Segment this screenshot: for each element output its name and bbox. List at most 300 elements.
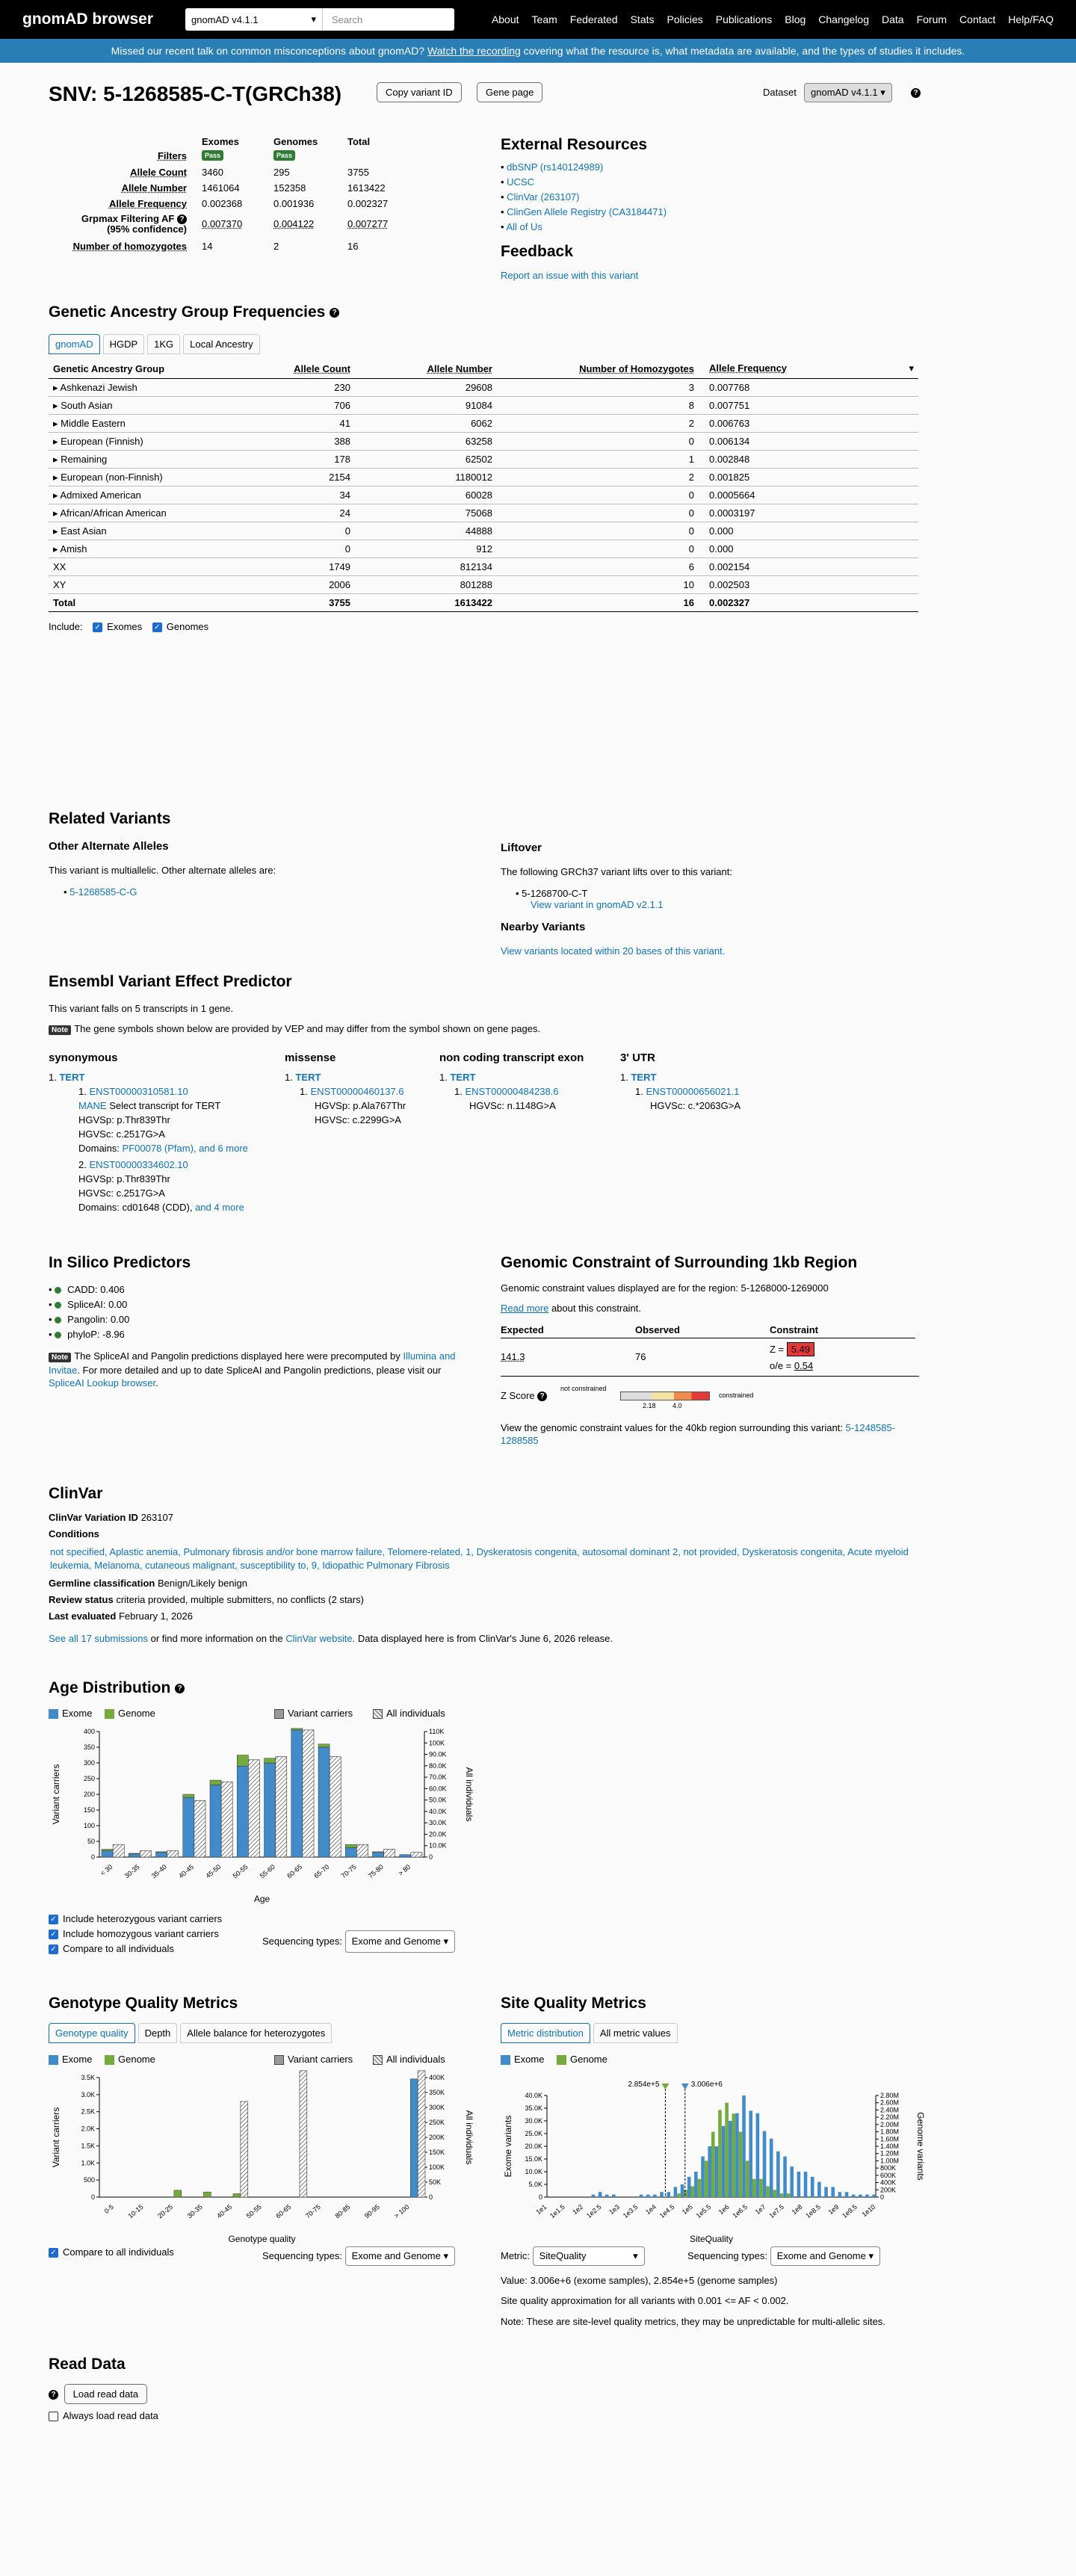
tab-all-metric-values[interactable]: All metric values xyxy=(593,2023,678,2043)
table-row[interactable] xyxy=(49,379,918,397)
condition-link[interactable]: Dyskeratosis congenita xyxy=(742,1546,843,1557)
x-tick-label: 70-75 xyxy=(339,1862,358,1880)
zscore-tick: 4.0 xyxy=(672,1402,682,1409)
germline-label: Germline classification xyxy=(49,1578,155,1589)
always-load-option[interactable] xyxy=(49,2410,497,2421)
legend-swatch xyxy=(373,1709,383,1719)
exome-bar xyxy=(770,2139,773,2197)
vep-gene-link[interactable]: TERT xyxy=(450,1072,476,1083)
y2-axis-label: All individuals xyxy=(464,1767,474,1822)
nav-federated[interactable]: Federated xyxy=(569,13,618,25)
cell-text: 706 xyxy=(334,400,350,411)
cell-text: Ashkenazi Jewish xyxy=(60,381,137,393)
value-cell xyxy=(699,576,918,594)
x-tick-label: 65-70 xyxy=(312,1862,331,1880)
transcript-link[interactable]: ENST00000484238.6 xyxy=(465,1086,559,1097)
x-tick-label: 1e2 xyxy=(571,2202,585,2217)
transcript-link[interactable]: ENST00000656021.1 xyxy=(646,1086,740,1097)
genome-bar xyxy=(203,2192,211,2197)
vep-tx-line: 2. ENST00000334602.10 xyxy=(78,1159,188,1170)
seq-types-dropdown[interactable]: Exome and Genome ▾ xyxy=(345,1930,455,1953)
header-group[interactable]: Genetic Ancestry Group xyxy=(49,359,273,379)
legend-label: Exome xyxy=(62,2054,93,2065)
genome-bar xyxy=(291,1729,303,1730)
x-tick-label: > 100 xyxy=(392,2202,411,2220)
y2-tick-label: 20.0K xyxy=(429,1830,447,1838)
y2-tick-label: 350K xyxy=(429,2089,445,2096)
exome-bar xyxy=(749,2110,752,2197)
table-row[interactable] xyxy=(49,415,918,433)
checkbox-checked-icon[interactable]: ✓ xyxy=(49,2248,58,2258)
all-individuals-bar xyxy=(300,2071,307,2197)
y-axis-label: Exome variants xyxy=(503,2115,513,2178)
cell-text: 34 xyxy=(339,489,350,501)
allele-count-genome: 295 xyxy=(273,167,290,178)
x-tick-label: 1e8.5 xyxy=(804,2202,822,2220)
cell-text: 0 xyxy=(688,525,694,537)
table-row xyxy=(49,576,918,594)
table-row[interactable] xyxy=(49,397,918,415)
constraint-region-link[interactable]: 5-1248585-1288585 xyxy=(501,1422,896,1446)
x-tick-label: 10-15 xyxy=(126,2202,145,2220)
hgvsc: HGVSc: c.*2063G>A xyxy=(650,1100,741,1111)
hgvsc: HGVSc: n.1148G>A xyxy=(469,1100,556,1111)
check-label: Compare to all individuals xyxy=(63,2246,174,2258)
external-links xyxy=(501,161,949,232)
checkbox-checked-icon[interactable]: ✓ xyxy=(49,1930,58,1939)
transcript-link[interactable]: ENST00000334602.10 xyxy=(89,1159,188,1170)
constraint-view-label: View the genomic constraint values for the 40kb region surrounding this variant: xyxy=(501,1422,843,1433)
value-cell xyxy=(497,415,699,433)
condition-link[interactable]: not provided xyxy=(683,1546,737,1557)
gq-check-compare[interactable] xyxy=(49,2246,174,2258)
exome-bar xyxy=(653,2195,657,2197)
exome-marker-label: 3.006e+6 xyxy=(690,2081,723,2089)
cell-text: 0 xyxy=(344,543,350,555)
expand-icon[interactable]: ▸ xyxy=(53,381,61,393)
include-genomes[interactable] xyxy=(152,621,208,632)
exome-bar xyxy=(852,2195,856,2197)
value-cell xyxy=(273,594,355,612)
value-cell xyxy=(273,558,355,576)
value-cell xyxy=(699,504,918,522)
x-tick-label: 20-25 xyxy=(156,2202,175,2220)
vep-col-title: non coding transcript exon xyxy=(439,1051,584,1064)
vep-gene-link[interactable]: TERT xyxy=(59,1072,85,1083)
x-tick-label: 1e4 xyxy=(644,2202,658,2217)
logo[interactable]: gnomAD browser xyxy=(22,10,154,28)
expand-icon[interactable]: ▸ xyxy=(53,471,61,483)
vep-gene-list xyxy=(49,1070,273,1214)
vep-gene-link[interactable]: TERT xyxy=(631,1072,657,1083)
col-total: Total xyxy=(347,136,371,147)
value-cell xyxy=(355,540,497,558)
clingen-link[interactable]: ClinGen Allele Registry (CA3184471) xyxy=(507,206,667,217)
seq-types-dropdown[interactable]: Exome and Genome ▾ xyxy=(345,2246,455,2266)
genome-bar xyxy=(210,1780,221,1785)
oe-row xyxy=(770,1360,813,1371)
sq-options xyxy=(501,2246,949,2269)
seq-types-value: Exome and Genome xyxy=(351,1936,441,1947)
help-icon[interactable]: ? xyxy=(49,2390,58,2400)
exome-bar xyxy=(701,2157,705,2197)
legend-label: Exome xyxy=(62,1708,93,1719)
germline-row xyxy=(49,1577,918,1590)
y2-tick-label: 1.80M xyxy=(880,2128,900,2136)
y-tick-label: 3.0K xyxy=(81,2090,95,2098)
exome-bar xyxy=(102,1851,113,1857)
vep-transcript xyxy=(620,1084,800,1113)
genome-bar xyxy=(318,1744,330,1747)
grpmax-exome[interactable]: 0.007370 xyxy=(202,218,243,229)
expand-icon[interactable]: ▸ xyxy=(53,399,61,411)
dbsnp-link[interactable]: dbSNP (rs140124989) xyxy=(507,161,604,173)
value-cell xyxy=(497,379,699,397)
metric-value: SiteQuality xyxy=(539,2250,587,2261)
mane-link[interactable]: MANE xyxy=(78,1100,107,1111)
nav-about[interactable]: About xyxy=(491,13,519,25)
group-cell xyxy=(49,504,273,522)
y2-tick-label: 1.60M xyxy=(880,2135,900,2143)
domains-more-link[interactable]: , and 6 more xyxy=(193,1143,248,1154)
y2-tick-label: 110K xyxy=(429,1728,445,1735)
condition-link[interactable]: Melanoma, cutaneous malignant, susceptibility to, 9 xyxy=(94,1560,317,1571)
allele-number-genome: 152358 xyxy=(273,182,306,194)
hgvsc: HGVSc: c.2299G>A xyxy=(315,1114,401,1125)
sq-value-text: Value: 3.006e+6 (exome samples), 2.854e+5 (genome samples) xyxy=(501,2275,778,2286)
y2-tick-label: 30.0K xyxy=(429,1819,447,1827)
liftover-link[interactable]: View variant in gnomAD v2.1.1 xyxy=(531,899,664,910)
clinvar-website-link[interactable]: ClinVar website xyxy=(285,1633,353,1644)
search-input[interactable]: Search xyxy=(332,13,363,25)
genome-marker-label: 2.854e+5 xyxy=(628,2081,660,2089)
checkbox-icon[interactable] xyxy=(49,2412,58,2421)
expand-icon[interactable]: ▸ xyxy=(53,543,61,555)
gene-page-button[interactable]: Gene page xyxy=(477,82,542,102)
conditions-label: Conditions xyxy=(49,1528,99,1539)
value-cell xyxy=(497,397,699,415)
legend-swatch xyxy=(105,1709,114,1719)
genome-bar xyxy=(174,2190,182,2197)
table-row[interactable] xyxy=(49,504,918,522)
exome-bar xyxy=(729,2121,732,2197)
nav-stats[interactable]: Stats xyxy=(630,13,655,25)
seq-types-label: Sequencing types: xyxy=(687,2250,767,2261)
check-label: Include heterozygous variant carriers xyxy=(63,1913,223,1924)
header-allele-frequency[interactable] xyxy=(699,359,918,379)
tab-genotype-quality[interactable]: Genotype quality xyxy=(49,2023,135,2043)
tab-depth[interactable]: Depth xyxy=(138,2023,178,2043)
legend-swatch xyxy=(105,2055,114,2065)
condition-link[interactable]: Dyskeratosis congenita, autosomal dominant 2 xyxy=(476,1546,678,1557)
condition-link[interactable]: not specified xyxy=(50,1546,105,1557)
exome-bar xyxy=(687,2177,691,2197)
y-tick-label: 2.0K xyxy=(81,2125,95,2133)
tab-metric-distribution[interactable]: Metric distribution xyxy=(501,2023,590,2043)
vep-text: This variant falls on 5 transcripts in 1 gene. xyxy=(49,1003,234,1014)
dataset-select[interactable] xyxy=(185,8,323,31)
all-of-us-link[interactable]: All of Us xyxy=(506,221,542,232)
x-tick-label: 75-80 xyxy=(366,1862,385,1880)
y2-tick-label: 200K xyxy=(429,2134,445,2141)
checkbox-checked-icon[interactable]: ✓ xyxy=(152,623,162,632)
value-cell xyxy=(273,469,355,487)
hgvsp: HGVSp: p.Thr839Thr xyxy=(78,1173,170,1184)
transcript-link[interactable]: ENST00000460137.6 xyxy=(310,1086,404,1097)
y-axis-label: Variant carriers xyxy=(51,1764,61,1825)
exome-bar xyxy=(183,1797,194,1857)
value-cell xyxy=(699,540,918,558)
value-cell xyxy=(497,451,699,469)
x-tick-label: 55-60 xyxy=(258,1862,276,1880)
tab-gnomad[interactable]: gnomAD xyxy=(49,334,100,354)
condition-link[interactable]: Acute myeloid leukemia xyxy=(50,1546,909,1571)
domains xyxy=(78,1141,273,1155)
genome-bar xyxy=(237,1755,248,1767)
genome-bar xyxy=(787,2193,791,2197)
value-cell xyxy=(355,504,497,522)
banner-link[interactable]: Watch the recording xyxy=(427,45,521,57)
nav-team[interactable]: Team xyxy=(531,13,557,25)
value-cell xyxy=(699,522,918,540)
ucsc-link[interactable]: UCSC xyxy=(507,176,535,188)
age-options xyxy=(49,1912,497,1956)
cell-text: 3 xyxy=(688,382,694,393)
report-issue-link[interactable]: Report an issue with this variant xyxy=(501,270,639,281)
tab-local-ancestry[interactable]: Local Ancestry xyxy=(183,334,260,354)
clinvar-link[interactable]: ClinVar (263107) xyxy=(507,191,580,203)
domains-more-link[interactable]: and 4 more xyxy=(195,1202,244,1213)
cell-text: 0.000 xyxy=(709,525,734,537)
nearby-link[interactable]: View variants located within 20 bases of this variant. xyxy=(501,945,726,957)
condition-link[interactable]: Aplastic anemia xyxy=(109,1546,179,1557)
y2-tick-label: 0 xyxy=(429,1853,433,1861)
nav-help[interactable]: Help/FAQ xyxy=(1008,13,1054,25)
cell-text: Total xyxy=(53,597,76,608)
age-check-het[interactable] xyxy=(49,1912,497,1927)
domains-label: Domains: cd01648 (CDD), xyxy=(78,1202,193,1213)
header-allele-number[interactable]: Allele Number xyxy=(355,359,497,379)
y2-tick-label: 40.0K xyxy=(429,1807,447,1815)
grpmax-total[interactable]: 0.007277 xyxy=(347,218,389,229)
status-dot-icon xyxy=(55,1287,61,1294)
insilico-section xyxy=(49,1254,467,1389)
y2-tick-label: 50.0K xyxy=(429,1796,447,1804)
illumina-link[interactable]: Illumina and Invitae xyxy=(49,1350,456,1376)
condition-link[interactable]: Idiopathic Pulmonary Fibrosis xyxy=(322,1560,450,1571)
cell-text: European (Finnish) xyxy=(61,435,143,447)
legend-genome xyxy=(105,2054,155,2065)
predictor-item: • Pangolin: 0.00 xyxy=(49,1314,130,1325)
checkbox-checked-icon[interactable]: ✓ xyxy=(93,623,102,632)
group-cell xyxy=(49,558,273,576)
group-cell xyxy=(49,522,273,540)
expand-icon[interactable]: ▸ xyxy=(53,525,61,537)
cell-text: 0.002327 xyxy=(709,597,750,608)
related-title: Related Variants xyxy=(49,810,171,827)
ancestry-title xyxy=(49,303,918,321)
genome-bar xyxy=(752,2179,756,2197)
sq-tabs xyxy=(501,2023,949,2043)
nav-contact[interactable]: Contact xyxy=(959,13,996,25)
exome-bar xyxy=(824,2187,828,2197)
evaluated-value: February 1, 2026 xyxy=(118,1610,193,1622)
legend-label: Exome xyxy=(514,2054,545,2065)
cell-text: 63258 xyxy=(465,436,492,447)
expand-icon[interactable]: ▸ xyxy=(53,489,61,501)
tab-1kg[interactable]: 1KG xyxy=(147,334,180,354)
grpmax-genome[interactable]: 0.004122 xyxy=(273,218,315,229)
cell-text: 388 xyxy=(334,436,350,447)
nav-changelog[interactable]: Changelog xyxy=(818,13,870,25)
value-cell xyxy=(273,504,355,522)
include-exomes[interactable] xyxy=(93,621,142,632)
cell-text: 0 xyxy=(688,436,694,447)
insilico-note-end: . xyxy=(155,1377,158,1389)
predictor-item: • SpliceAI: 0.00 xyxy=(49,1299,128,1310)
exome-bar xyxy=(345,1847,356,1857)
header-allele-frequency-text: Allele Frequency xyxy=(709,362,788,374)
header-homozygotes[interactable]: Number of Homozygotes xyxy=(497,359,699,379)
nav-publications[interactable]: Publications xyxy=(715,13,773,25)
seq-types-value: Exome and Genome xyxy=(351,2250,441,2261)
value-cell xyxy=(699,433,918,451)
legend-carriers xyxy=(274,1708,353,1719)
table-row[interactable] xyxy=(49,487,918,504)
help-icon[interactable]: ? xyxy=(330,308,339,318)
condition-link[interactable]: Pulmonary fibrosis and/or bone marrow failure, Telomere-related, 1 xyxy=(183,1546,471,1557)
vep-col-title: missense xyxy=(285,1051,336,1064)
z-value: 5.49 xyxy=(787,1342,814,1356)
y2-tick-label: 1.00M xyxy=(880,2157,900,2165)
caret-down-icon: ▾ xyxy=(311,13,316,25)
nav-data[interactable]: Data xyxy=(882,13,904,25)
cell-text: Amish xyxy=(60,543,87,555)
table-row[interactable] xyxy=(49,540,918,558)
help-icon[interactable]: ? xyxy=(911,88,921,98)
include-row xyxy=(49,621,918,632)
y-tick-label: 200 xyxy=(83,1791,95,1798)
header-expected: Expected xyxy=(501,1324,635,1338)
metric-dropdown[interactable] xyxy=(533,2246,645,2266)
genome-bar xyxy=(233,2193,241,2197)
read-more-text: about this constraint. xyxy=(551,1303,641,1314)
table-row[interactable] xyxy=(49,522,918,540)
checkbox-checked-icon[interactable]: ✓ xyxy=(49,1945,58,1954)
read-more-row xyxy=(501,1303,919,1314)
vep-gene-item: 1. TERT xyxy=(49,1072,85,1083)
load-read-data-button[interactable]: Load read data xyxy=(64,2384,147,2404)
genome-bar xyxy=(677,2193,681,2197)
age-section xyxy=(49,1679,497,1956)
cell-text: 2154 xyxy=(329,472,350,483)
exome-bar xyxy=(838,2192,842,2197)
help-icon[interactable]: ? xyxy=(175,1684,185,1693)
table-row[interactable] xyxy=(49,469,918,487)
vep-tx-line: 1. ENST00000310581.10 xyxy=(78,1086,188,1097)
exome-bar xyxy=(756,2113,760,2197)
vep-gene-link[interactable]: TERT xyxy=(295,1072,321,1083)
cell-text: 0 xyxy=(688,507,694,519)
y2-tick-label: 1.40M xyxy=(880,2143,900,2150)
constraint-section xyxy=(501,1254,919,1447)
nav-blog[interactable]: Blog xyxy=(785,13,806,25)
legend-swatch xyxy=(49,1709,58,1719)
exome-bar xyxy=(811,2177,814,2197)
x-tick-label: 1e8 xyxy=(790,2202,804,2217)
x-tick-label: 40-45 xyxy=(177,1862,196,1880)
table-row[interactable] xyxy=(49,433,918,451)
exome-bar xyxy=(605,2195,609,2197)
spliceai-lookup-link[interactable]: SpliceAI Lookup browser xyxy=(49,1377,156,1389)
expand-icon[interactable]: ▸ xyxy=(53,507,61,519)
exome-bar xyxy=(129,1854,140,1857)
other-allele-link[interactable]: 5-1268585-C-G xyxy=(69,886,137,898)
exome-bar xyxy=(694,2172,698,2197)
legend-exome xyxy=(49,2054,92,2065)
table-row[interactable] xyxy=(49,451,918,469)
clinvar-section xyxy=(49,1487,918,1646)
expand-icon[interactable]: ▸ xyxy=(53,417,61,429)
zscore-label-text: Z Score xyxy=(501,1390,535,1401)
help-icon[interactable]: ? xyxy=(537,1392,547,1401)
tab-allele-balance[interactable]: Allele balance for heterozygotes xyxy=(180,2023,332,2043)
expand-icon[interactable]: ▸ xyxy=(53,435,61,447)
genome-bar xyxy=(129,1853,140,1854)
dataset-select-value: gnomAD v4.1.1 xyxy=(191,13,259,25)
tab-hgdp[interactable]: HGDP xyxy=(103,334,145,354)
cell-text: 91084 xyxy=(465,400,492,411)
expand-icon[interactable]: ▸ xyxy=(53,453,61,465)
value-cell xyxy=(699,469,918,487)
x-tick-label: 1e5.5 xyxy=(694,2202,713,2220)
checkbox-checked-icon[interactable]: ✓ xyxy=(49,1915,58,1924)
transcript-link[interactable]: ENST00000310581.10 xyxy=(89,1086,188,1097)
cell-text: 60028 xyxy=(465,489,492,501)
nav-policies[interactable]: Policies xyxy=(667,13,703,25)
predictor-list xyxy=(49,1282,467,1342)
y2-tick-label: 0 xyxy=(880,2193,885,2201)
see-all-submissions-link[interactable]: See all 17 submissions xyxy=(49,1633,148,1644)
z-value-row xyxy=(770,1344,814,1355)
all-individuals-bar xyxy=(276,1757,287,1857)
page-title: SNV: 5-1268585-C-T(GRCh38) xyxy=(49,82,342,105)
vep-transcript xyxy=(285,1084,434,1127)
allele-number-label: Allele Number xyxy=(121,182,187,194)
conditions-row xyxy=(49,1528,918,1541)
legend-swatch xyxy=(274,1709,284,1719)
predictor-item: • CADD: 0.406 xyxy=(49,1284,125,1295)
copy-variant-id-button[interactable]: Copy variant ID xyxy=(377,82,462,102)
clinvar-id: 263107 xyxy=(140,1512,173,1523)
help-icon[interactable]: ? xyxy=(177,214,187,224)
value-cell xyxy=(355,558,497,576)
domain-link[interactable]: PF00078 (Pfam) xyxy=(122,1143,194,1154)
x-tick-label: 40-45 xyxy=(215,2202,234,2220)
header-allele-count[interactable]: Allele Count xyxy=(273,359,355,379)
dataset-dropdown[interactable]: gnomAD v4.1.1 ▾ xyxy=(804,83,892,102)
domains xyxy=(78,1200,273,1214)
ancestry-tabs xyxy=(49,334,918,354)
group-cell xyxy=(49,451,273,469)
read-more-link[interactable]: Read more xyxy=(501,1303,549,1314)
x-tick-label: 1e1 xyxy=(534,2202,548,2217)
all-individuals-bar xyxy=(167,1851,179,1857)
seq-types-dropdown[interactable]: Exome and Genome ▾ xyxy=(770,2246,880,2266)
nav-forum[interactable]: Forum xyxy=(916,13,947,25)
cell-text: 1 xyxy=(688,454,694,465)
cell-text: 3755 xyxy=(329,597,350,608)
